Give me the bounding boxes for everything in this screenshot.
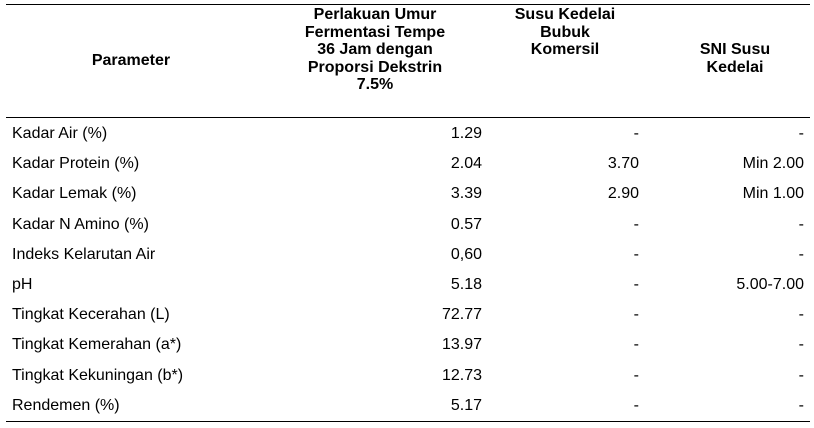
table-row: [0, 361, 814, 391]
cell-parameter: Tingkat Kekuningan (b*): [12, 366, 184, 384]
cell-komersil: -: [633, 125, 639, 142]
table-row: [0, 270, 814, 300]
table-row: [0, 179, 814, 209]
header-sni-line: SNI Susu: [699, 41, 771, 58]
cell-sni: -: [798, 336, 804, 354]
header-komersil: [490, 6, 640, 59]
cell-treatment: 5.18: [450, 275, 482, 293]
cell-komersil: -: [633, 396, 639, 414]
table-bottom-rule: [6, 421, 810, 422]
cell-sni: -: [798, 245, 804, 263]
cell-sni: -: [798, 215, 804, 233]
cell-treatment: 1.29: [450, 125, 482, 142]
cell-parameter: Indeks Kelarutan Air: [12, 245, 156, 263]
table-row: [0, 300, 814, 330]
cell-parameter: Kadar Protein (%): [12, 155, 140, 173]
header-treatment-line: 7.5%: [356, 76, 394, 93]
header-sni-line: Kedelai: [706, 58, 764, 76]
table-row: [0, 210, 814, 240]
cell-komersil: 2.90: [607, 185, 639, 203]
table-row: [0, 391, 814, 421]
cell-sni: Min 2.00: [742, 155, 804, 173]
table-row: [0, 119, 814, 149]
cell-parameter: Kadar Air (%): [12, 125, 108, 142]
table-top-rule: [6, 4, 810, 5]
header-treatment-line: Perlakuan Umur: [313, 6, 437, 23]
cell-treatment: 0.57: [450, 215, 482, 233]
header-sni: [660, 41, 810, 76]
cell-treatment: 0,60: [450, 245, 482, 263]
header-parameter: Parameter: [91, 52, 171, 69]
cell-sni: 5.00-7.00: [736, 275, 804, 293]
cell-parameter: pH: [12, 275, 33, 293]
table-row: [0, 330, 814, 360]
cell-treatment: 5.17: [450, 396, 482, 414]
header-komersil-line: Komersil: [530, 41, 600, 58]
cell-komersil: -: [633, 306, 639, 324]
table-row: [0, 240, 814, 270]
cell-komersil: -: [633, 215, 639, 233]
header-komersil-line: Bubuk: [540, 23, 590, 41]
cell-sni: -: [798, 306, 804, 324]
cell-parameter: Tingkat Kecerahan (L): [12, 306, 170, 324]
cell-sni: -: [798, 125, 804, 142]
cell-komersil: -: [633, 366, 639, 384]
header-komersil-line: Susu Kedelai: [514, 6, 616, 23]
cell-sni: Min 1.00: [742, 185, 804, 203]
cell-komersil: -: [633, 336, 639, 354]
cell-sni: -: [798, 396, 804, 414]
cell-sni: -: [798, 366, 804, 384]
cell-treatment: 2.04: [450, 155, 482, 173]
header-treatment: [270, 6, 480, 94]
table-row: [0, 149, 814, 179]
cell-parameter: Kadar N Amino (%): [12, 215, 149, 233]
table-header-rule: [6, 117, 810, 118]
cell-parameter: Rendemen (%): [12, 396, 120, 414]
table-body: [0, 119, 814, 421]
header-treatment-line: Fermentasi Tempe: [304, 23, 446, 41]
cell-komersil: 3.70: [607, 155, 639, 173]
header-treatment-line: 36 Jam dengan: [317, 41, 433, 58]
cell-treatment: 72.77: [441, 306, 482, 324]
cell-treatment: 3.39: [450, 185, 482, 203]
cell-treatment: 12.73: [441, 366, 482, 384]
cell-parameter: Kadar Lemak (%): [12, 185, 137, 203]
cell-komersil: -: [633, 275, 639, 293]
cell-parameter: Tingkat Kemerahan (a*): [12, 336, 182, 354]
cell-komersil: -: [633, 245, 639, 263]
header-treatment-line: Proporsi Dekstrin: [307, 58, 443, 76]
cell-treatment: 13.97: [441, 336, 482, 354]
